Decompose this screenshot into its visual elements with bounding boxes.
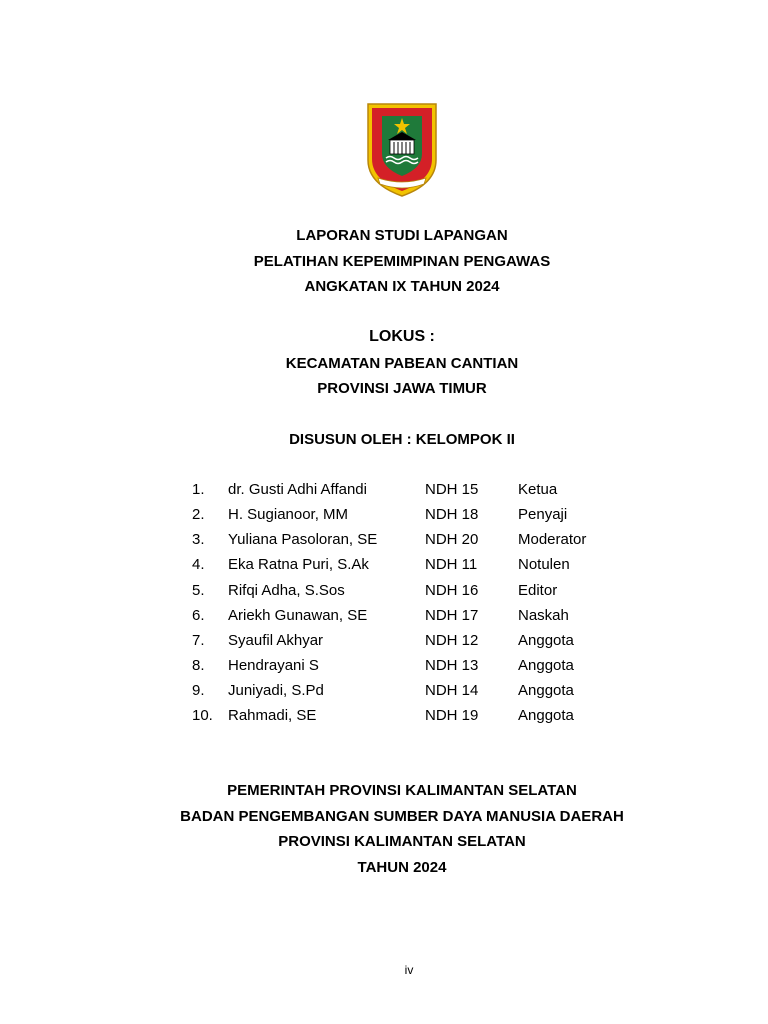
coat-of-arms-logo-icon bbox=[366, 102, 438, 198]
report-title-line-1: LAPORAN STUDI LAPANGAN bbox=[296, 227, 508, 244]
member-role: Anggota bbox=[518, 657, 574, 674]
member-ndh: NDH 20 bbox=[425, 531, 479, 548]
member-name: Yuliana Pasoloran, SE bbox=[228, 531, 378, 548]
member-ndh: NDH 11 bbox=[425, 556, 478, 573]
member-number: 5. bbox=[192, 582, 205, 599]
member-ndh: NDH 19 bbox=[425, 707, 479, 724]
member-row bbox=[0, 631, 768, 651]
member-name: Juniyadi, S.Pd bbox=[228, 682, 324, 699]
member-row bbox=[0, 656, 768, 676]
report-title-line-3: ANGKATAN IX TAHUN 2024 bbox=[304, 278, 500, 295]
member-row bbox=[0, 581, 768, 601]
page-number: iv bbox=[404, 963, 414, 977]
coat-of-arms-svg bbox=[366, 102, 438, 198]
member-ndh: NDH 14 bbox=[425, 682, 479, 699]
member-name: Rifqi Adha, S.Sos bbox=[228, 582, 345, 599]
member-role: Anggota bbox=[518, 707, 574, 724]
footer-line-1: PEMERINTAH PROVINSI KALIMANTAN SELATAN bbox=[227, 782, 577, 799]
member-role: Ketua bbox=[518, 481, 558, 498]
member-name: Syaufil Akhyar bbox=[228, 632, 324, 649]
member-role: Notulen bbox=[518, 556, 570, 573]
member-role: Anggota bbox=[518, 682, 574, 699]
member-number: 4. bbox=[192, 556, 205, 573]
member-row bbox=[0, 480, 768, 500]
member-ndh: NDH 12 bbox=[425, 632, 479, 649]
member-name: H. Sugianoor, MM bbox=[228, 506, 349, 523]
member-row bbox=[0, 530, 768, 550]
member-ndh: NDH 17 bbox=[425, 607, 479, 624]
member-name: Ariekh Gunawan, SE bbox=[228, 607, 368, 624]
lokus-line-1: KECAMATAN PABEAN CANTIAN bbox=[285, 355, 519, 372]
report-title-line-2: PELATIHAN KEPEMIMPINAN PENGAWAS bbox=[253, 253, 551, 270]
member-row bbox=[0, 706, 768, 726]
member-role: Penyaji bbox=[518, 506, 568, 523]
lokus-label: LOKUS : bbox=[369, 328, 435, 345]
member-name: Rahmadi, SE bbox=[228, 707, 317, 724]
member-number: 3. bbox=[192, 531, 205, 548]
member-row bbox=[0, 555, 768, 575]
member-role: Naskah bbox=[518, 607, 569, 624]
member-number: 10. bbox=[192, 707, 213, 724]
member-role: Editor bbox=[518, 582, 558, 599]
member-number: 1. bbox=[192, 481, 205, 498]
member-ndh: NDH 18 bbox=[425, 506, 479, 523]
member-row bbox=[0, 505, 768, 525]
member-ndh: NDH 16 bbox=[425, 582, 479, 599]
member-number: 8. bbox=[192, 657, 205, 674]
member-row bbox=[0, 606, 768, 626]
member-ndh: NDH 15 bbox=[425, 481, 479, 498]
member-name: Eka Ratna Puri, S.Ak bbox=[228, 556, 369, 573]
lokus-line-2: PROVINSI JAWA TIMUR bbox=[317, 380, 487, 397]
member-name: Hendrayani S bbox=[228, 657, 319, 674]
footer-line-4: TAHUN 2024 bbox=[357, 859, 447, 876]
member-row bbox=[0, 681, 768, 701]
member-number: 6. bbox=[192, 607, 205, 624]
footer-line-2: BADAN PENGEMBANGAN SUMBER DAYA MANUSIA DAERAH bbox=[180, 808, 624, 825]
member-number: 7. bbox=[192, 632, 205, 649]
author-heading: DISUSUN OLEH : KELOMPOK II bbox=[289, 431, 515, 448]
member-ndh: NDH 13 bbox=[425, 657, 479, 674]
member-name: dr. Gusti Adhi Affandi bbox=[228, 481, 367, 498]
member-role: Moderator bbox=[518, 531, 587, 548]
member-role: Anggota bbox=[518, 632, 574, 649]
member-number: 2. bbox=[192, 506, 205, 523]
footer-line-3: PROVINSI KALIMANTAN SELATAN bbox=[278, 833, 526, 850]
member-number: 9. bbox=[192, 682, 205, 699]
